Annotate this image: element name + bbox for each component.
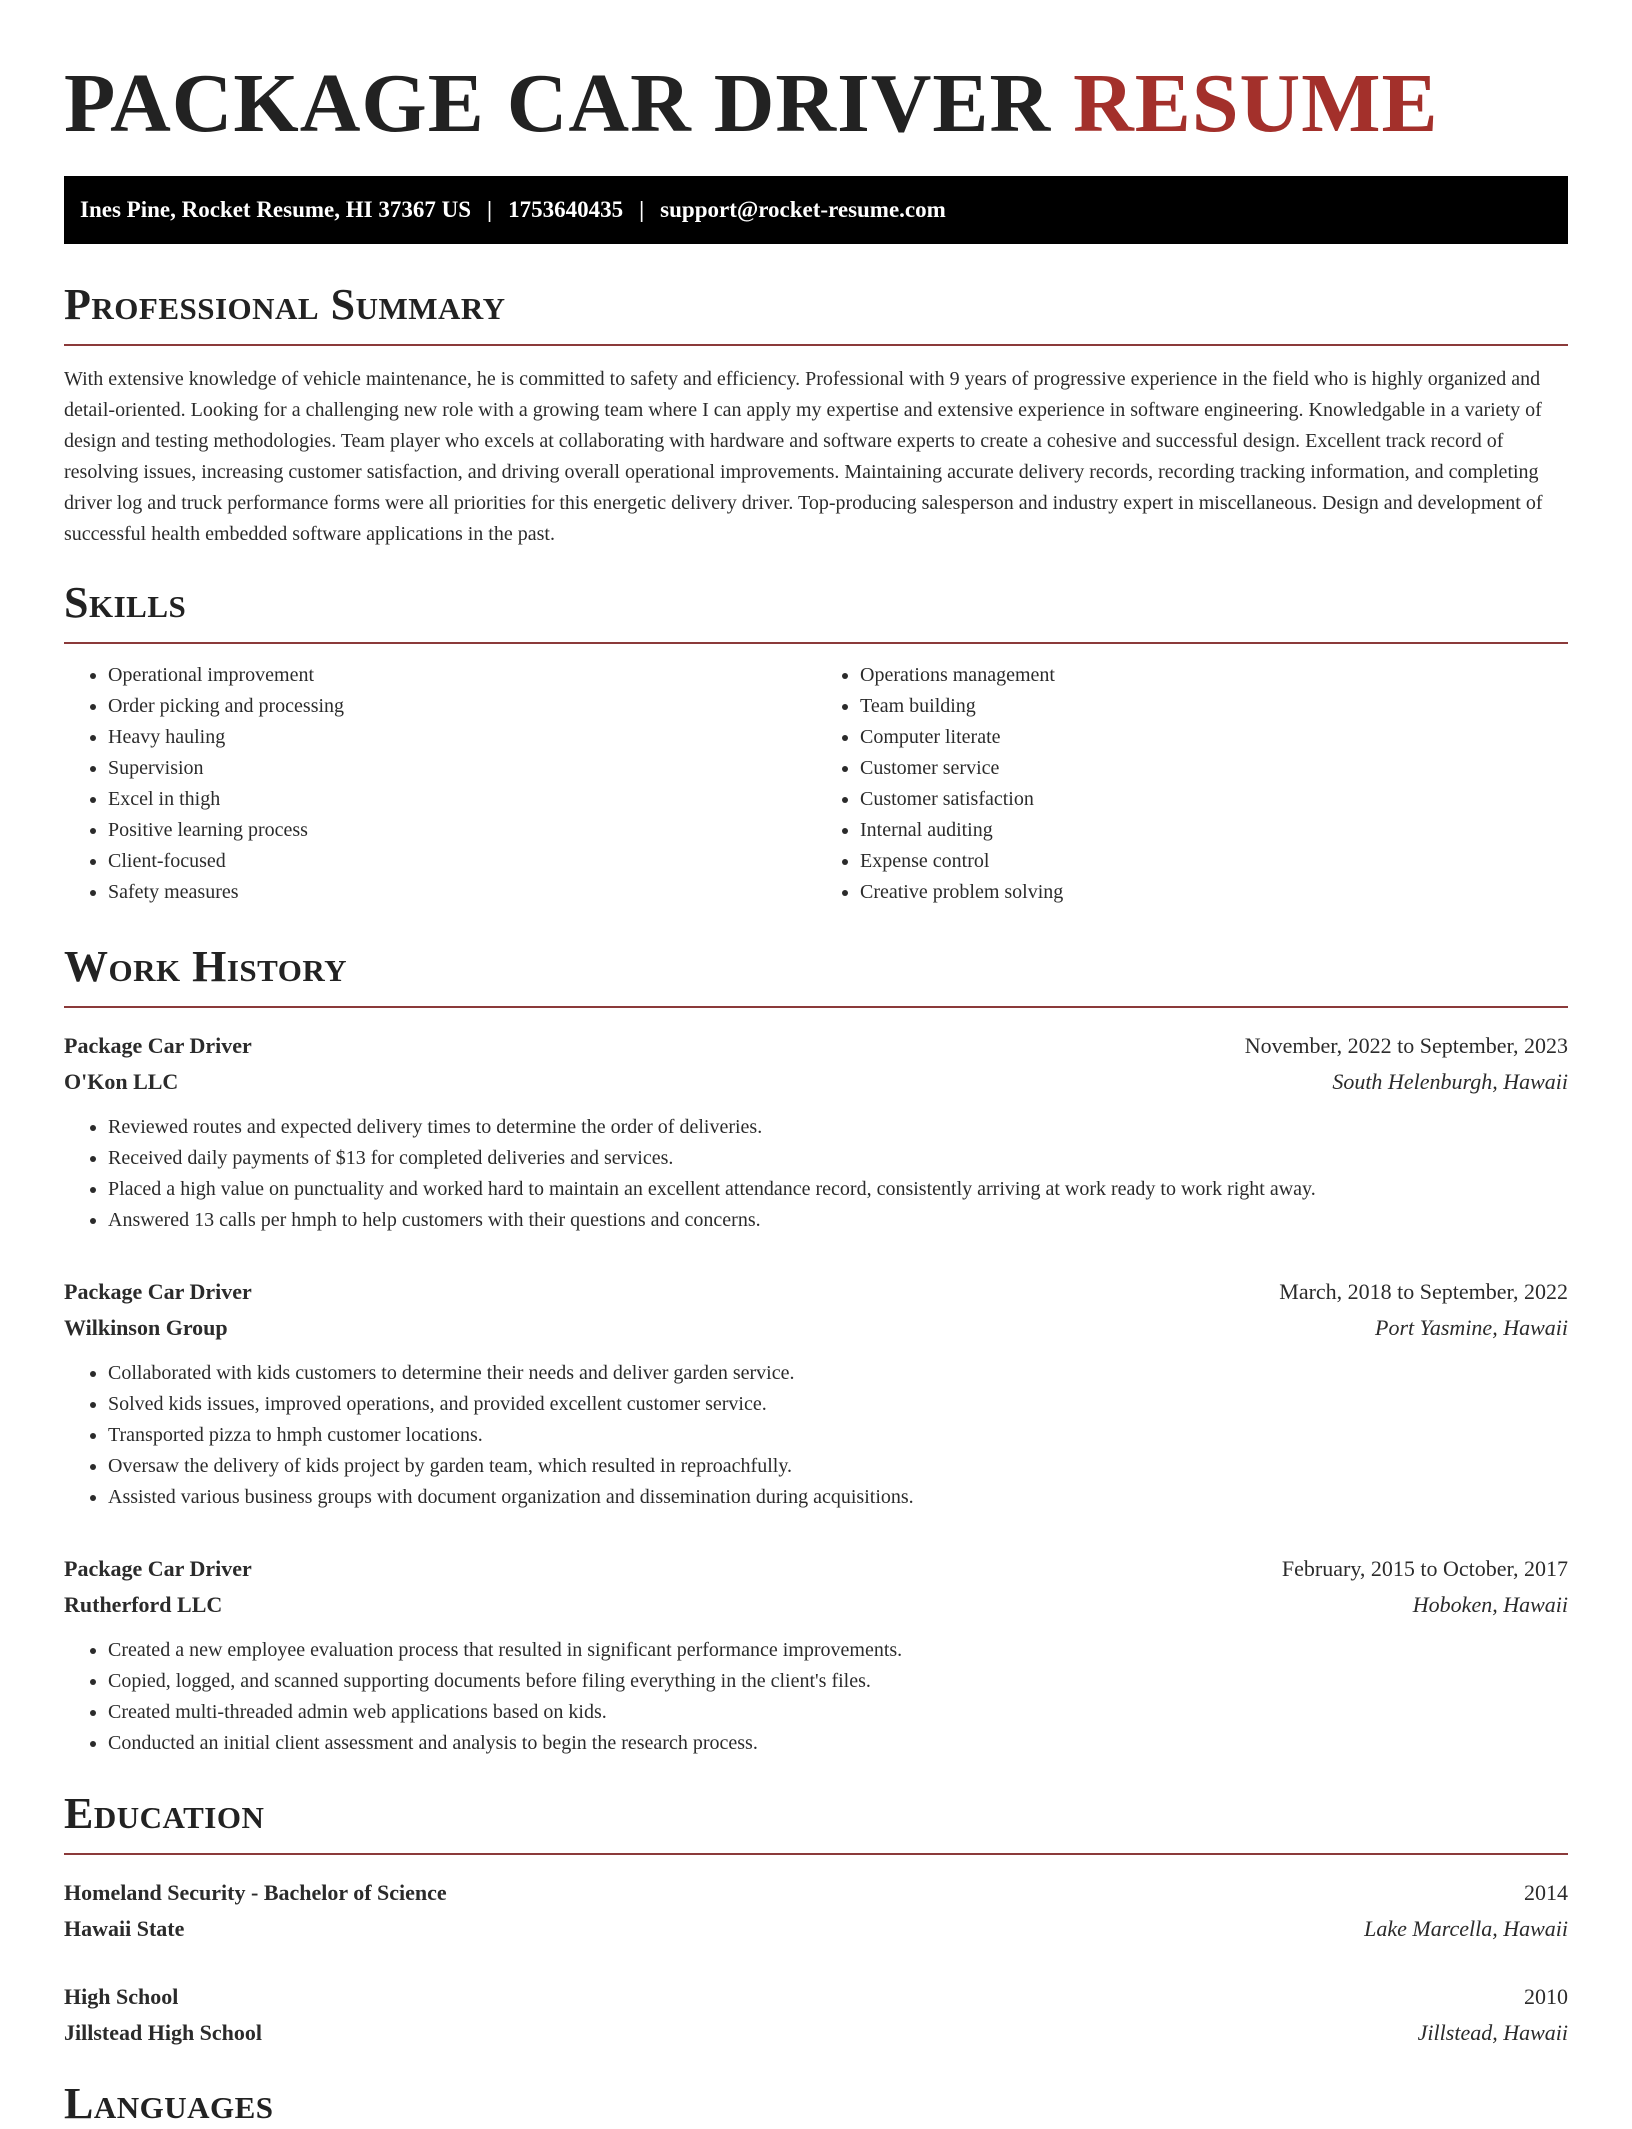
skills-section bbox=[64, 578, 1568, 908]
contact-email: support@rocket-resume.com bbox=[660, 197, 946, 222]
education-entry bbox=[64, 1979, 1568, 2051]
skills-list-right bbox=[816, 660, 1568, 908]
job-company: O'Kon LLC bbox=[64, 1069, 179, 1094]
languages-heading: Languages bbox=[64, 2079, 274, 2128]
resume-title bbox=[64, 0, 1568, 152]
section-divider bbox=[64, 1853, 1568, 1855]
job-bullet: • Placed a high value on punctuality and worked hard to maintain an excellent attendance record, consistently arriving at work ready to work right away. bbox=[108, 1174, 1568, 1205]
section-divider bbox=[64, 1006, 1568, 1008]
job-bullet: • Created multi-threaded admin web applications based on kids. bbox=[108, 1697, 1568, 1728]
section-divider bbox=[64, 344, 1568, 346]
job-bullet: • Created a new employee evaluation process that resulted in significant performance improvements. bbox=[108, 1635, 1568, 1666]
job-location: Port Yasmine, Hawaii bbox=[1375, 1315, 1568, 1340]
job-subheader bbox=[64, 1064, 1568, 1100]
job-entry bbox=[64, 1028, 1568, 1236]
section-divider bbox=[64, 642, 1568, 644]
job-bullet: • Answered 13 calls per hmph to help customers with their questions and concerns. bbox=[108, 1205, 1568, 1236]
education-subheader bbox=[64, 2015, 1568, 2051]
education-location: Lake Marcella, Hawaii bbox=[1364, 1916, 1568, 1941]
summary-text: With extensive knowledge of vehicle maintenance, he is committed to safety and efficiency. Professional with 9 years of progressive experience in the field who is highly organized and detail-oriented. Looking for a challenging new role with a growing team where I can apply my expertise and extensive experience in software engineering. Knowledgable in a variety of design and testing methodologies. Team player who excels at collaborating with hardware and software experts to create a cohesive and successful design. Excellent track record of resolving issues, increasing customer satisfaction, and driving overall operational improvements. Maintaining accurate delivery records, recording tracking information, and completing driver log and truck performance forms were all priorities for this energetic delivery driver. Top-producing salesperson and industry expert in miscellaneous. Design and development of successful health embedded software applications in the past. bbox=[64, 368, 1543, 545]
title-main: PACKAGE CAR DRIVER bbox=[64, 57, 1052, 150]
job-dates: February, 2015 to October, 2017 bbox=[1281, 1556, 1568, 1581]
skill-item: • Client-focused bbox=[108, 846, 816, 877]
skill-item: • Team building bbox=[860, 691, 1568, 722]
education-header bbox=[64, 1875, 1568, 1911]
education-heading: Education bbox=[64, 1789, 265, 1838]
education-section bbox=[64, 1789, 1568, 2051]
skill-item: • Safety measures bbox=[108, 877, 816, 908]
title-accent: RESUME bbox=[1073, 57, 1439, 150]
skill-item: • Operations management bbox=[860, 660, 1568, 691]
skill-item: • Customer satisfaction bbox=[860, 784, 1568, 815]
summary-heading: Professional Summary bbox=[64, 280, 506, 329]
work-heading: Work History bbox=[64, 942, 348, 991]
job-header bbox=[64, 1028, 1568, 1064]
contact-phone: 1753640435 bbox=[508, 197, 624, 222]
job-dates: November, 2022 to September, 2023 bbox=[1244, 1033, 1568, 1058]
skill-item: • Operational improvement bbox=[108, 660, 816, 691]
skills-heading: Skills bbox=[64, 578, 187, 627]
skill-item: • Internal auditing bbox=[860, 815, 1568, 846]
summary-section bbox=[64, 280, 1568, 550]
job-title: Package Car Driver bbox=[64, 1033, 252, 1058]
job-bullets bbox=[64, 1358, 1568, 1513]
contact-separator: | bbox=[487, 197, 493, 222]
education-school: Hawaii State bbox=[64, 1916, 185, 1941]
job-entry bbox=[64, 1551, 1568, 1759]
job-location: South Helenburgh, Hawaii bbox=[1332, 1069, 1568, 1094]
job-title: Package Car Driver bbox=[64, 1279, 252, 1304]
job-bullet: • Reviewed routes and expected delivery times to determine the order of deliveries. bbox=[108, 1112, 1568, 1143]
skill-item: • Customer service bbox=[860, 753, 1568, 784]
job-subheader bbox=[64, 1310, 1568, 1346]
skill-item: • Creative problem solving bbox=[860, 877, 1568, 908]
job-bullet: • Assisted various business groups with document organization and dissemination during acquisitions. bbox=[108, 1482, 1568, 1513]
education-year: 2010 bbox=[1524, 1984, 1568, 2009]
contact-separator: | bbox=[639, 197, 645, 222]
job-location: Hoboken, Hawaii bbox=[1412, 1592, 1568, 1617]
skill-item: • Heavy hauling bbox=[108, 722, 816, 753]
languages-section bbox=[64, 2079, 1568, 2129]
education-degree: Homeland Security - Bachelor of Science bbox=[64, 1880, 447, 1905]
job-dates: March, 2018 to September, 2022 bbox=[1279, 1279, 1568, 1304]
skill-item: • Expense control bbox=[860, 846, 1568, 877]
job-bullets bbox=[64, 1635, 1568, 1759]
job-company: Wilkinson Group bbox=[64, 1315, 228, 1340]
education-header bbox=[64, 1979, 1568, 2015]
job-bullet: • Copied, logged, and scanned supporting documents before filing everything in the client's files. bbox=[108, 1666, 1568, 1697]
skill-item: • Positive learning process bbox=[108, 815, 816, 846]
skills-list-left bbox=[64, 660, 816, 908]
job-bullet: • Conducted an initial client assessment and analysis to begin the research process. bbox=[108, 1728, 1568, 1759]
job-bullet: • Solved kids issues, improved operations, and provided excellent customer service. bbox=[108, 1389, 1568, 1420]
job-header bbox=[64, 1274, 1568, 1310]
contact-address: Ines Pine, Rocket Resume, HI 37367 US bbox=[80, 197, 471, 222]
job-bullet: • Collaborated with kids customers to determine their needs and deliver garden service. bbox=[108, 1358, 1568, 1389]
skill-item: • Excel in thigh bbox=[108, 784, 816, 815]
education-school: Jillstead High School bbox=[64, 2020, 263, 2045]
education-subheader bbox=[64, 1911, 1568, 1947]
job-bullets bbox=[64, 1112, 1568, 1236]
skill-item: • Supervision bbox=[108, 753, 816, 784]
education-degree: High School bbox=[64, 1984, 179, 2009]
skill-item: • Order picking and processing bbox=[108, 691, 816, 722]
skills-columns bbox=[64, 660, 1568, 908]
job-bullet: • Oversaw the delivery of kids project by garden team, which resulted in reproachfully. bbox=[108, 1451, 1568, 1482]
job-bullet: • Received daily payments of $13 for completed deliveries and services. bbox=[108, 1143, 1568, 1174]
job-subheader bbox=[64, 1587, 1568, 1623]
education-year: 2014 bbox=[1524, 1880, 1568, 1905]
job-company: Rutherford LLC bbox=[64, 1592, 223, 1617]
skill-item: • Computer literate bbox=[860, 722, 1568, 753]
job-title: Package Car Driver bbox=[64, 1556, 252, 1581]
work-section bbox=[64, 942, 1568, 1759]
job-entry bbox=[64, 1274, 1568, 1513]
contact-bar bbox=[64, 176, 1568, 244]
education-location: Jillstead, Hawaii bbox=[1417, 2020, 1568, 2045]
job-bullet: • Transported pizza to hmph customer locations. bbox=[108, 1420, 1568, 1451]
job-header bbox=[64, 1551, 1568, 1587]
education-entry bbox=[64, 1875, 1568, 1947]
